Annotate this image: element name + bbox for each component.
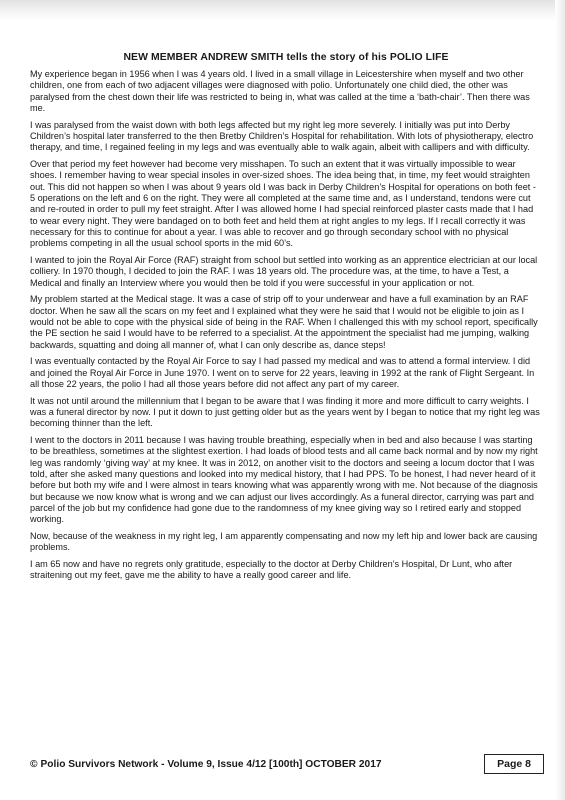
article <box>30 52 542 587</box>
article-paragraph: I was paralysed from the waist down with both legs affected but my right leg more severely. I initially was put into Derby Children’s hospital later transferred to the then Bretby Children’s Hospital for rehabilitation. With lots of physiotherapy, electro therapy, and time, I regained feeling in my legs and was eventually able to walk again, albeit with callipers and with difficulty. <box>30 119 534 153</box>
article-paragraph: My problem started at the Medical stage. It was a case of strip off to your underwear and have a full examination by an RAF doctor. When he saw all the scars on my feet and I explained what they were he said that I would not be eligible to join as I would not be able to cope with the physical side of being in the RAF. When I challenged this with my school report, specifically the PE section he said I would have to be referred to a specialist. At the appointment the specialist had me jumping, walking backwards, squatting and doing all manner of, what I can only describe as, dance steps! <box>30 294 538 350</box>
page-number-badge: Page 8 <box>484 754 544 774</box>
article-paragraph: Now, because of the weakness in my right leg, I am apparently compensating and now my left hip and lower back are causing problems. <box>30 530 538 553</box>
footer-publication <box>30 759 382 770</box>
article-paragraph: Over that period my feet however had become very misshapen. To such an extent that it was virtually impossible to wear shoes. I remember having to wear special insoles in over-sized shoes. The idea being that, in time, my feet would straighten out. This did not happen so when I was about 9 years old I was back in Derby Children’s Hospital for operations on both feet - 5 operations on the left and 6 on the right. They were all completed at the same time and, as I understand, tendons were cut and re-routed in order to pull my feet straight. After I was allowed home I had special reinforced plaster casts made that I had to wear every night. They were bandaged on to both feet and held them at right angles to my legs. If I recall correctly it was necessary for this to continue for about a year. I was able to recover and go through secondary school with no physical problems competing in all the usual school sports in the mid 60’s. <box>30 159 536 249</box>
article-paragraph: My experience began in 1956 when I was 4 years old. I lived in a small village in Leicestershire when myself and two other children, one from each of two adjacent villages were diagnosed with polio. Unfortunately one child died, the other was paralysed from the chest down their life was restricted to being in, what was called at the time a ‘bath-chair’. Then there was me. <box>30 69 530 113</box>
footer-publication-text: Polio Survivors Network - Volume 9, Issue 4/12 [100th] OCTOBER 2017 <box>40 758 382 770</box>
article-title: NEW MEMBER ANDREW SMITH tells the story of his POLIO LIFE <box>123 52 449 63</box>
article-paragraph: I went to the doctors in 2011 because I was having trouble breathing, especially when in bed and also because I was starting to be breathless, sometimes at the slightest exertion. I had loads of blood tests and all came back normal and by now my right leg was randomly ‘giving way’ at my knee. It was in 2012, on another visit to the doctors and seeing a locum doctor that I was told, after she asked many questions and looked into my medical history, that I had PPS. To be honest, I had never heard of it before but both my wife and I were almost in tears knowing what was apparently wrong with me. Not because of the diagnosis but because we now know what is wrong and we can adjust our lives accordingly. As a funeral director, carrying was part and parcel of the job but my confidence had gone due to the randomness of my knee giving way so I retired early and stopped working. <box>30 435 538 525</box>
article-paragraph: I wanted to join the Royal Air Force (RAF) straight from school but settled into working as an apprentice electrician at our local colliery. In 1970 though, I decided to join the RAF. I was 18 years old. The procedure was, at the time, to have a Test, a Medical and finally an Interview where you would then be told if you were successful in your application or not. <box>30 254 538 288</box>
scan-top-edge <box>0 0 565 22</box>
scan-right-edge <box>555 0 565 800</box>
article-paragraph: I was eventually contacted by the Royal Air Force to say I had passed my medical and was to attend a formal interview. I did and joined the Royal Air Force in June 1970. I went on to serve for 22 years, leaving in 1992 at the rank of Flight Sergeant. In all those 22 years, the polio I had all those years before did not affect any part of my career. <box>30 356 535 389</box>
copyright-icon: © <box>30 758 38 770</box>
page-footer <box>30 753 544 775</box>
article-paragraph: I am 65 now and have no regrets only gratitude, especially to the doctor at Derby Children’s Hospital, Dr Lunt, who after straitening out my feet, gave me the ability to have a really good career and life. <box>30 559 513 581</box>
article-paragraph: It was not until around the millennium that I began to be aware that I was finding it more and more difficult to carry weights. I was a funeral director by now. I put it down to just getting older but as the years went by I began to notice that my right leg was becoming thinner than the left. <box>30 395 540 429</box>
